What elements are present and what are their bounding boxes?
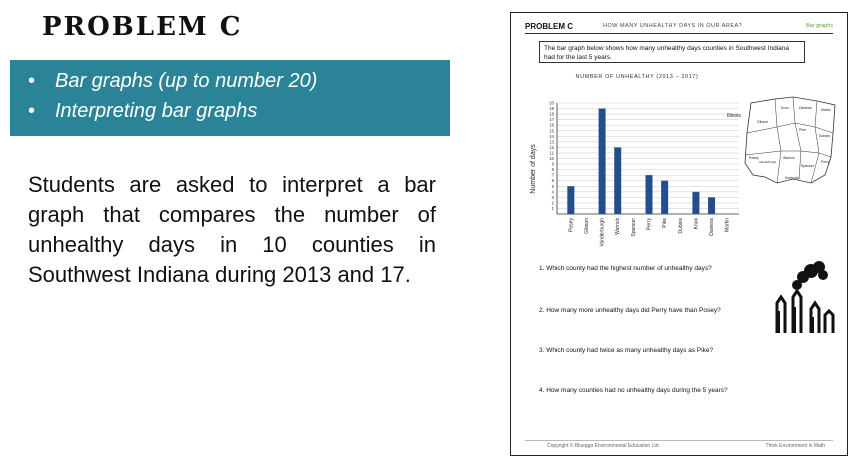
y-tick-label: 5 xyxy=(551,183,554,189)
y-tick-label: 14 xyxy=(549,133,554,139)
map-label-state: Illinois xyxy=(727,113,741,119)
map-label-county: Perry xyxy=(821,160,830,164)
y-tick-label: 13 xyxy=(549,139,554,145)
map-label-county: Gibson xyxy=(757,120,769,124)
map-label-county: Pike xyxy=(799,128,806,132)
y-tick-label: 1 xyxy=(551,205,554,211)
y-tick-label: 9 xyxy=(551,161,554,167)
x-tick-label: Spencer xyxy=(630,218,637,237)
y-tick-label: 2 xyxy=(551,200,554,206)
objectives-list xyxy=(10,60,450,126)
y-tick-label: 19 xyxy=(549,106,554,112)
bar-chart xyxy=(517,69,743,245)
objective-item: • Bar graphs (up to number 20) xyxy=(10,66,450,96)
map-label-kentucky: Kentucky xyxy=(785,176,800,180)
objective-item: • Interpreting bar graphs xyxy=(10,96,450,126)
bar-warrick xyxy=(614,147,621,214)
bar-posey xyxy=(567,186,574,214)
y-tick-label: 7 xyxy=(551,172,554,178)
bar-pike xyxy=(661,181,668,214)
bar-daviess xyxy=(708,197,715,214)
worksheet-header xyxy=(511,13,847,37)
map-label-county: Daviess xyxy=(799,106,812,110)
worksheet-copyright: Copyright © Bluegga Environmental Education Ltd. xyxy=(547,443,660,449)
y-tick-label: 18 xyxy=(549,111,554,117)
y-tick-label: 17 xyxy=(549,117,554,123)
chart-y-axis-label: Number of days xyxy=(530,144,537,194)
map-label-county: Vanderburgh xyxy=(759,160,777,164)
worksheet-problem-label: PROBLEM C xyxy=(525,22,573,31)
x-tick-label: Warrick xyxy=(615,218,622,235)
y-tick-label: 16 xyxy=(549,122,554,128)
map-label-county: Spencer xyxy=(801,164,815,168)
county-map xyxy=(727,93,837,193)
chart-title: NUMBER OF UNHEALTHY (2013 – 2017) xyxy=(575,74,699,80)
x-tick-label: Pike xyxy=(662,218,669,228)
x-tick-label: Martin xyxy=(724,218,731,232)
x-tick-label: Dubois xyxy=(677,218,684,234)
bar-perry xyxy=(646,175,653,214)
worksheet-topic: Bar graphs xyxy=(806,23,833,29)
footer-divider xyxy=(525,440,833,441)
x-tick-label: Vanderburgh xyxy=(599,218,606,247)
map-label-county: Martin xyxy=(821,108,831,112)
map-label-county: Posey xyxy=(749,156,759,160)
x-tick-label: Perry xyxy=(646,218,653,230)
y-tick-label: 11 xyxy=(549,150,554,156)
y-tick-label: 6 xyxy=(551,178,554,184)
objectives-box xyxy=(10,60,450,136)
y-tick-label: 12 xyxy=(549,144,554,150)
y-tick-label: 4 xyxy=(551,189,554,195)
bar-vanderburgh xyxy=(599,109,606,214)
map-label-county: Knox xyxy=(781,106,789,110)
description-text: Students are asked to interpret a bar graph that compares the number of unhealthy days in 10 counties in Southwest Indiana during 2013 and 17. xyxy=(28,172,436,287)
header-divider xyxy=(525,33,833,34)
worksheet-tagline: Think Environment in Math xyxy=(765,443,825,449)
map-label-county: Dubois xyxy=(819,134,830,138)
y-tick-label: 3 xyxy=(551,194,554,200)
x-tick-label: Daviess xyxy=(709,218,716,236)
worksheet-intro: The bar graph below shows how many unhealthy days counties in Southwest Indiana had for the last 5 years. xyxy=(539,41,805,63)
question-1: 1. Which county had the highest number of unhealthy days? xyxy=(539,265,712,272)
x-tick-label: Posey xyxy=(568,218,575,232)
map-label-county: Warrick xyxy=(783,156,795,160)
x-tick-label: Knox xyxy=(693,218,700,230)
y-tick-label: 10 xyxy=(549,156,554,161)
y-tick-label: 8 xyxy=(551,167,554,173)
bar-knox xyxy=(692,192,699,214)
worksheet-preview xyxy=(510,12,848,456)
worksheet-heading: HOW MANY UNHEALTHY DAYS IN OUR AREA? xyxy=(603,23,743,29)
y-tick-label: 15 xyxy=(549,128,554,134)
question-2: 2. How many more unhealthy days did Perry have than Posey? xyxy=(539,307,721,314)
page-title: PROBLEM C xyxy=(42,12,243,42)
x-tick-label: Gibson xyxy=(583,218,590,234)
question-4: 4. How many counties had no unhealthy days during the 5 years? xyxy=(539,387,728,394)
y-tick-label: 20 xyxy=(549,100,554,106)
factory-icon xyxy=(773,257,835,335)
question-3: 3. Which county had twice as many unhealthy days as Pike? xyxy=(539,347,714,354)
